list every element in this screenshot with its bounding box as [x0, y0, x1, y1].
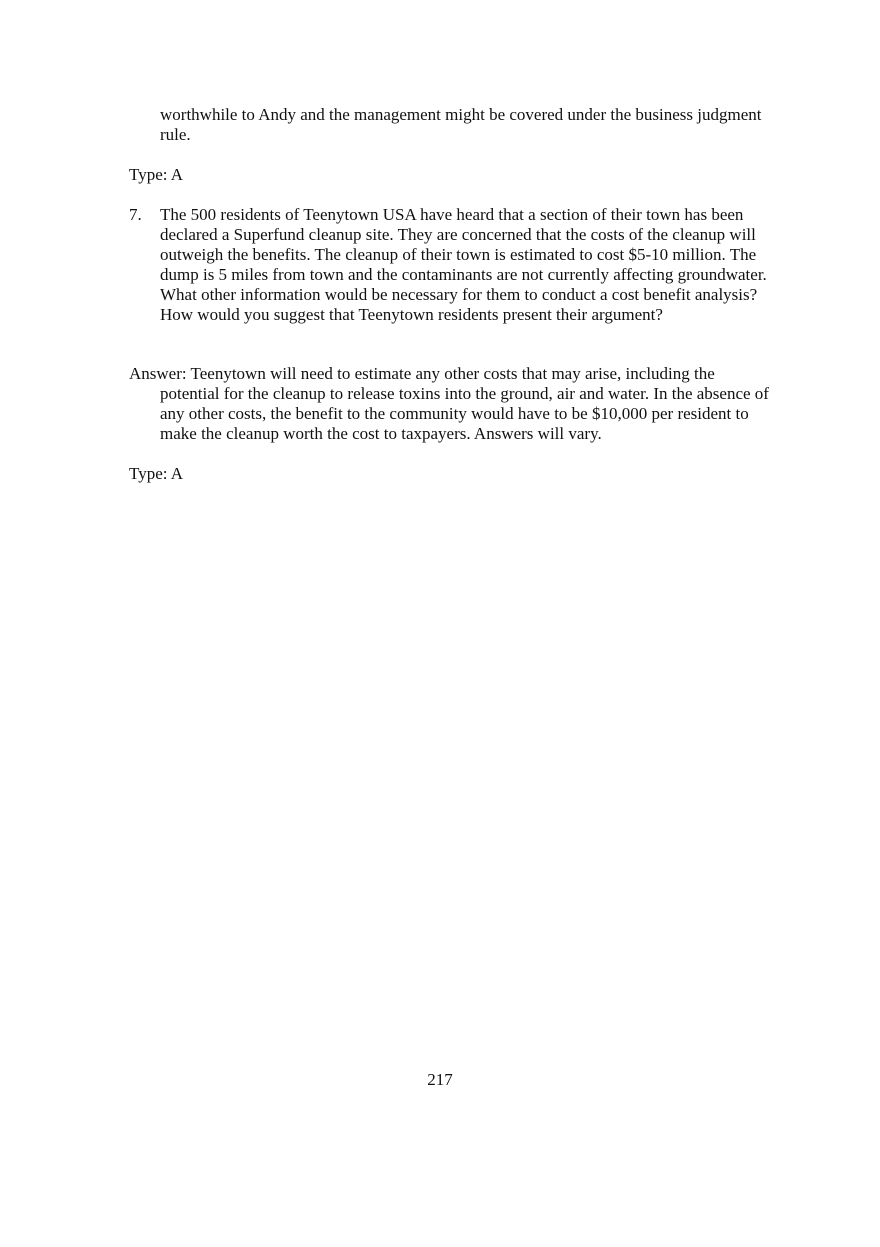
page-number: 217 — [427, 1070, 453, 1089]
answer-type-label: Type: A — [129, 464, 184, 483]
question-7 — [129, 205, 770, 325]
question-number: 7. — [129, 205, 142, 224]
answer-paragraph: Answer: Teenytown will need to estimate any other costs that may arise, including the potential for the cleanup to release toxins into the ground, air and water. In the absence of any other costs, the benefit to the community would have to be $10,000 per resident to make the cleanup worth the cost to taxpayers. Answers will vary. — [129, 364, 769, 443]
question-type-label: Type: A — [129, 165, 184, 184]
continuation-paragraph: worthwhile to Andy and the management might be covered under the business judgment rule. — [160, 105, 762, 144]
question-text: The 500 residents of Teenytown USA have heard that a section of their town has been declared a Superfund cleanup site. They are concerned that the costs of the cleanup will outweigh the benefits. The cleanup of their town is estimated to cost $5-10 million. The dump is 5 miles from town and the contaminants are not currently affecting groundwater. What other information would be necessary for them to conduct a cost benefit analysis? How would you suggest that Teenytown residents present their argument? — [160, 205, 767, 324]
